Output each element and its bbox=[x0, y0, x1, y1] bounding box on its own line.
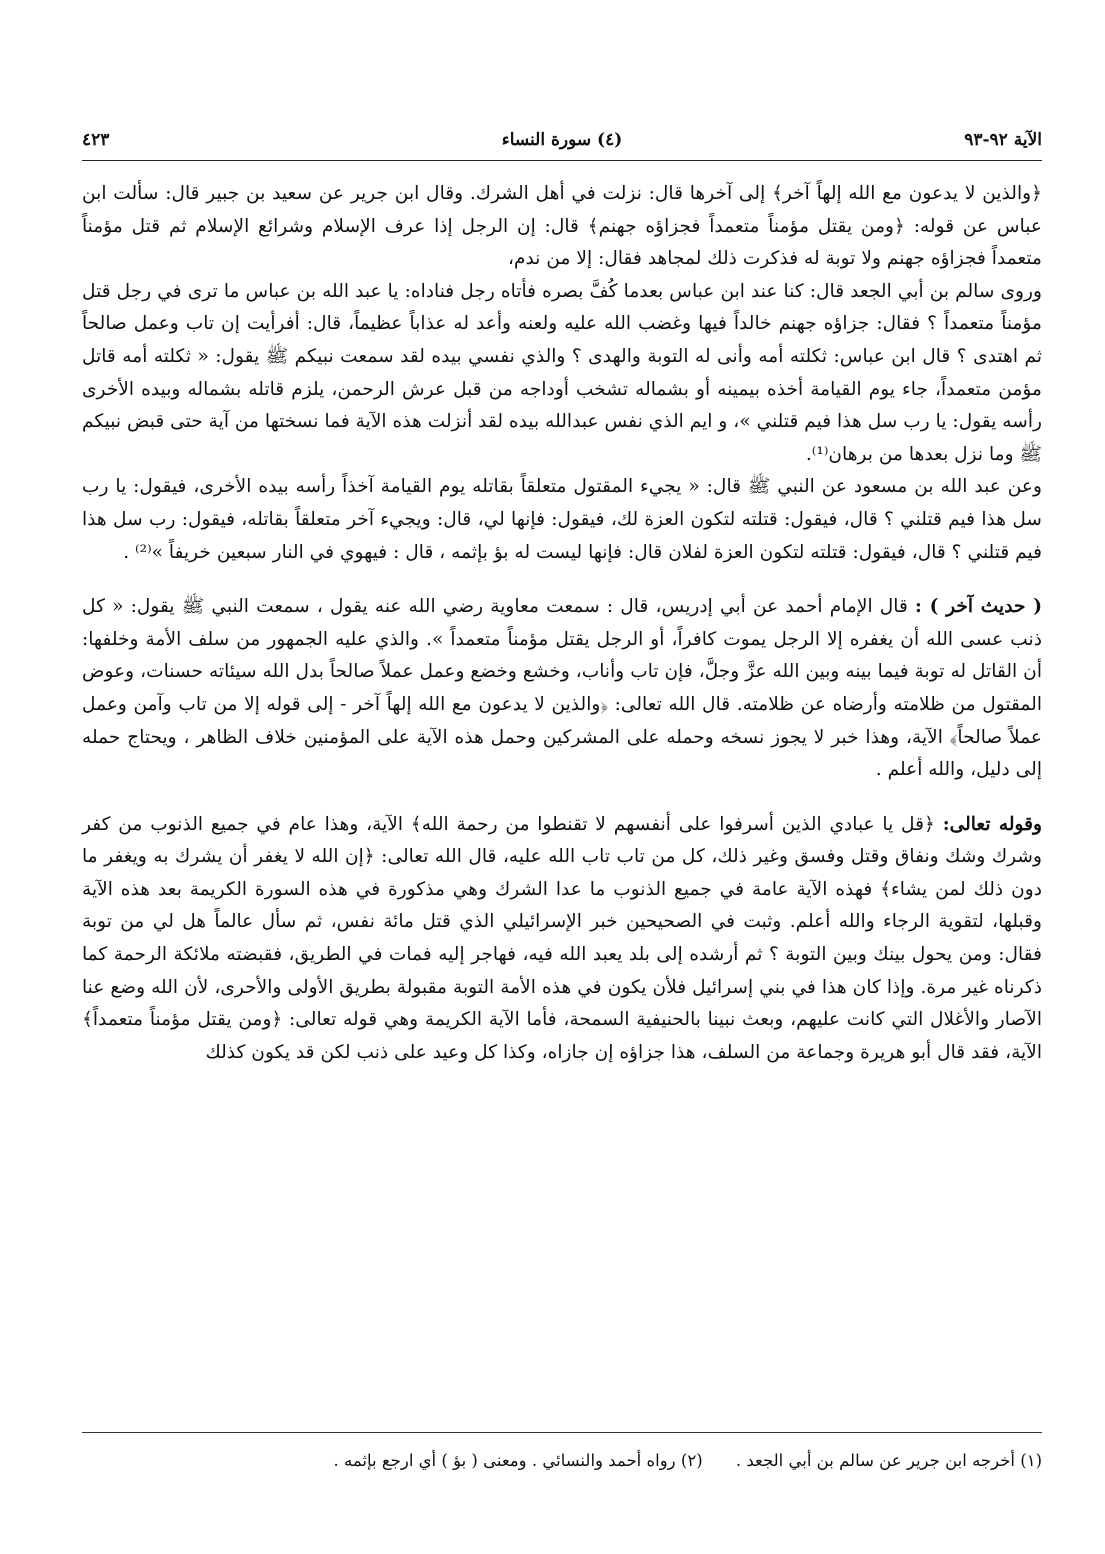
section-lead: وقوله تعالى: bbox=[942, 813, 1042, 835]
paragraph: ﴿والذين لا يدعون مع الله إلهاً آخر﴾ إلى آخرها قال: نزلت في أهل الشرك. وقال ابن جرير عن سعيد بن جبير قال: سألت ابن عباس عن قوله: ﴿ومن يقتل مؤمناً متعمداً فجزاؤه جهنم﴾ قال: إن الرجل إذا عرف الإسلام وشرائع الإسلام ثم قتل مؤمناً متعمداً فجزاؤه جهنم ولا توبة له فذكرت ذلك لمجاهد فقال: إلا من ندم، bbox=[82, 183, 1042, 270]
footnote-2: (٢) رواه أحمد والنسائي . ومعنى ( بؤ ) أي ارجع بإثمه . bbox=[333, 1451, 703, 1470]
paragraph: وعن عبد الله بن مسعود عن النبي ﷺ قال: « يجيء المقتول متعلقاً بقاتله يوم القيامة آخذاً رأسه بيده الأخرى، فيقول: يا رب سل هذا فيم قتلني ؟ قال، فيقول: قتلته لتكون العزة لك، فيقول: فإنها لي، قال: ويجيء آخر متعلقاً بقاتله، فيقول: رب سل هذا فيم قتلني ؟ قال، فيقول: قتلته لتكون العزة لفلان قال: فإنها ليست له بؤ بإثمه ، قال : فيهوي في النار سبعين خريفاً »⁽²⁾ . bbox=[82, 476, 1042, 563]
paragraph: وقوله تعالى: ﴿قل يا عبادي الذين أسرفوا على أنفسهم لا تقنطوا من رحمة الله﴾ الآية، وهذا عام في جميع الذنوب من كفر وشرك وشك ونفاق وقتل وفسق وغير ذلك، كل من تاب تاب الله عليه، قال الله تعالى: ﴿إن الله لا يغفر أن يشرك به ويغفر ما دون ذلك لمن يشاء﴾ فهذه الآية عامة في جميع الذنوب ما عدا الشرك وهي مذكورة في هذه السورة الكريمة بعد هذه الآية وقبلها، لتقوية الرجاء والله أعلم. وثبت في الصحيحين خبر الإسرائيلي الذي قتل مائة نفس، ثم سأل عالماً هل لي من توبة فقال: ومن يحول بينك وبين التوبة ؟ ثم أرشده إلى بلد يعبد الله فيه، فهاجر إليه فمات في الطريق، فقبضته ملائكة الرحمة كما ذكرناه غير مرة. وإذا كان هذا في بني إسرائيل فلأن يكون في هذه الأمة التوبة مقبولة بطريق الأولى والأحرى، لأن الله وضع عنا الآصار والأغلال التي كانت عليهم، وبعث نبينا بالحنيفية السمحة، فأما الآية الكريمة وهي قوله تعالى: ﴿ومن يقتل مؤمناً متعمداً﴾ الآية، فقد قال أبو هريرة وجماعة من السلف، هذا جزاؤه إن جازاه، وكذا كل وعيد على ذنب لكن قد يكون كذلك bbox=[82, 813, 1042, 1063]
section-lead: ( حديث آخر ) : bbox=[915, 596, 1042, 618]
header-surah-title: (٤) سورة النساء bbox=[501, 130, 623, 150]
footnote-1: (١) أخرجه ابن جرير عن سالم بن أبي الجعد . bbox=[735, 1451, 1042, 1470]
paragraph: ( حديث آخر ) : قال الإمام أحمد عن أبي إدريس، قال : سمعت معاوية رضي الله عنه يقول ، سمعت النبي ﷺ يقول: « كل ذنب عسى الله أن يغفره إلا الرجل يموت كافراً، أو الرجل يقتل مؤمناً متعمداً ». والذي عليه الجمهور من سلف الأمة وخلفها: أن القاتل له توبة فيما بينه وبين الله عزَّ وجلَّ، فإن تاب وأناب، وخشع وخضع وعمل عملاً صالحاً بدل الله سيئاته حسنات، وعوض المقتول من ظلامته وأرضاه عن ظلامته. قال الله تعالى: ﴿والذين لا يدعون مع الله إلهاً آخر - إلى قوله إلا من تاب وآمن وعمل عملاً صالحاً﴾ الآية، وهذا خبر لا يجوز نسخه وحمله على المشركين وحمل هذه الآية على المؤمنين خلاف الظاهر ، ويحتاج حمله إلى دليل، والله أعلم . bbox=[82, 596, 1042, 781]
footnotes bbox=[82, 1451, 1042, 1470]
footnote-rule bbox=[82, 1432, 1042, 1433]
page-body bbox=[82, 178, 1042, 1069]
header-verse-range: الآية ٩٢-٩٣ bbox=[964, 130, 1042, 150]
paragraph: وروى سالم بن أبي الجعد قال: كنا عند ابن عباس بعدما كُفَّ بصره فأتاه رجل فناداه: يا عبد الله بن عباس ما ترى في رجل قتل مؤمناً متعمداً ؟ فقال: جزاؤه جهنم خالداً فيها وغضب الله عليه ولعنه وأعد له عذاباً عظيماً، قال: أفرأيت إن تاب وعمل صالحاً ثم اهتدى ؟ قال ابن عباس: ثكلته أمه وأنى له التوبة والهدى ؟ والذي نفسي بيده لقد سمعت نبيكم ﷺ يقول: « ثكلته أمه قاتل مؤمن متعمداً، جاء يوم القيامة أخذه بيمينه أو بشماله تشخب أوداجه من قبل عرش الرحمن، يلزم قاتله بشماله وبيده الأخرى رأسه يقول: يا رب سل هذا فيم قتلني »، و ايم الذي نفس عبدالله بيده لقد أنزلت هذه الآية فما نسختها من آية حتى قبض نبيكم ﷺ وما نزل بعدها من برهان⁽¹⁾. bbox=[82, 280, 1042, 465]
header-rule bbox=[82, 160, 1042, 161]
page-header bbox=[82, 128, 1042, 158]
header-page-number: ٤٢٣ bbox=[82, 130, 110, 150]
